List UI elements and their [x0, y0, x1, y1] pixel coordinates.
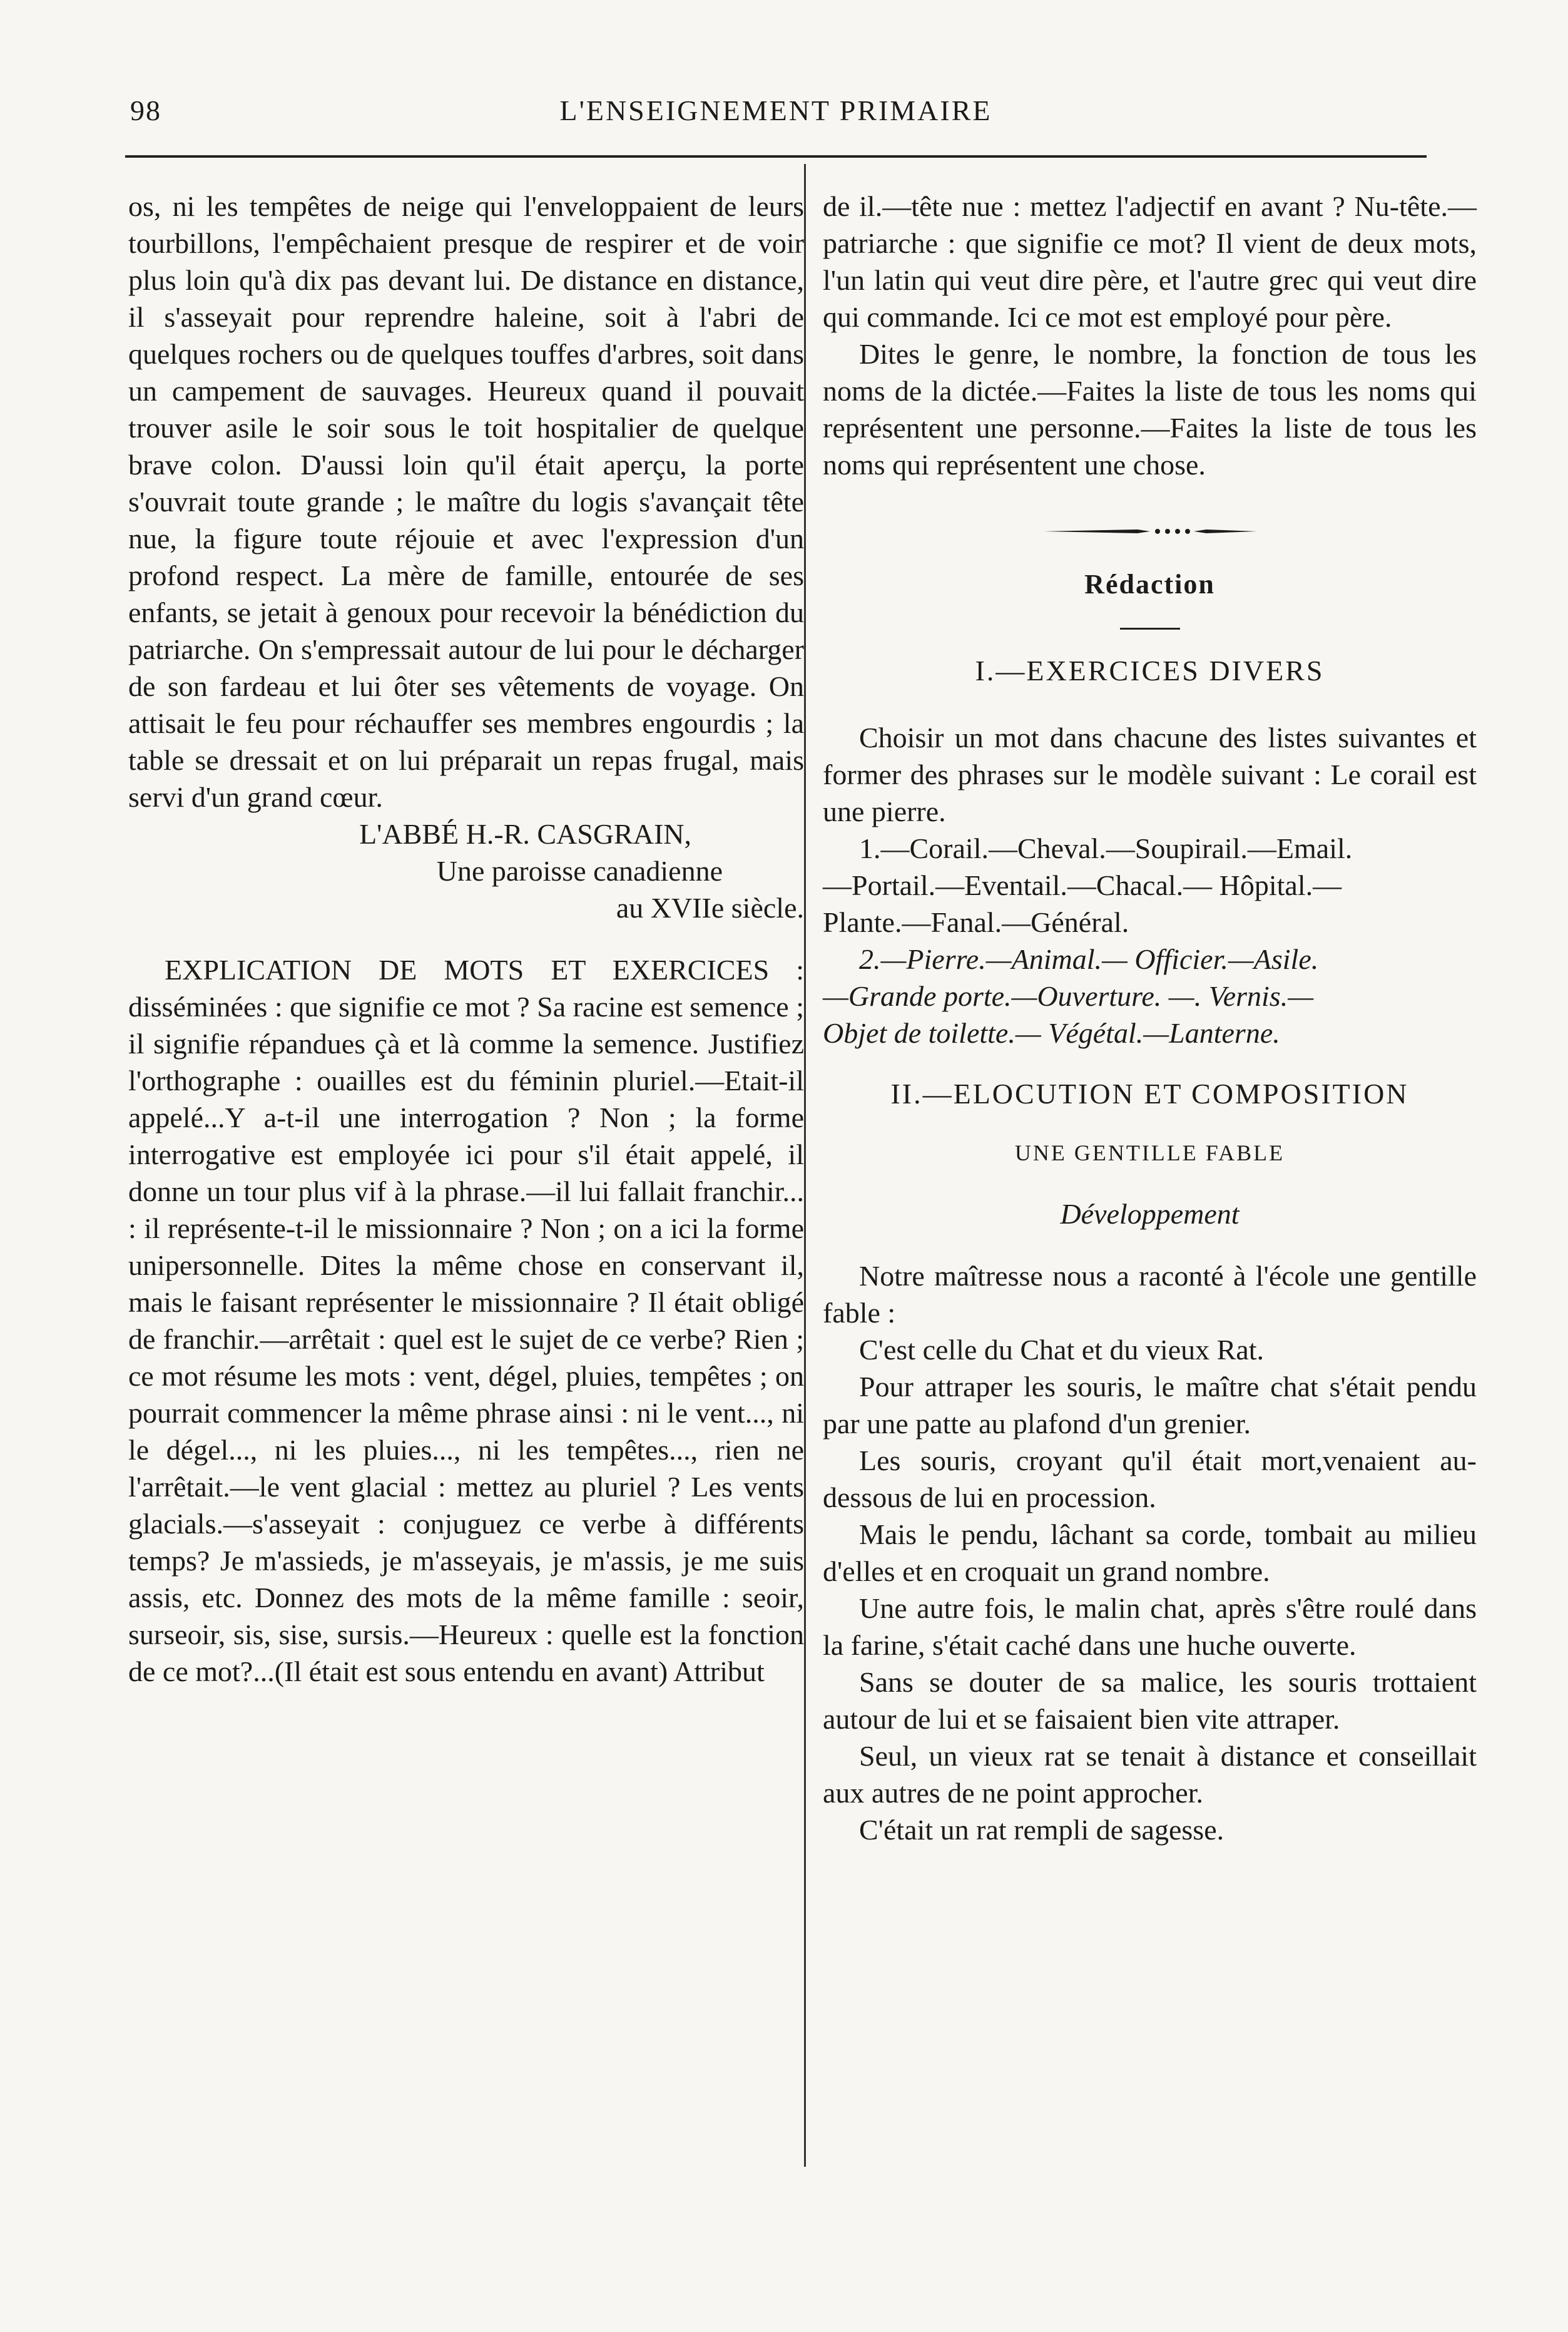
fable-paragraph: C'est celle du Chat et du vieux Rat. [859, 1334, 1265, 1366]
fable-paragraph: Seul, un vieux rat se tenait à distance et conseillait aux autres de ne point approcher. [823, 1740, 1477, 1809]
fable-heading: UNE GENTILLE FABLE [1014, 1140, 1285, 1165]
signature-block [128, 816, 804, 926]
short-rule [1120, 628, 1180, 630]
column-divider [804, 164, 806, 2167]
fable-paragraph: Sans se douter de sa malice, les souris trottaient autour de lui et se faisaient bien vite attraper. [823, 1666, 1477, 1735]
ornament-divider [1044, 527, 1256, 536]
fable-paragraph: Pour attraper les souris, le maître chat s'était pendu par une patte au plafond d'un grenier. [823, 1371, 1477, 1440]
section2-title: II.—ELOCUTION ET COMPOSITION [890, 1078, 1409, 1110]
list2-line: 2.—Pierre.—Animal.— Officier.—Asile. [859, 943, 1319, 975]
left-column [128, 188, 804, 1690]
continuation-paragraph: de il.—tête nue : mettez l'adjectif en avant ? Nu-tête.—patriarche : que signifie ce mot? Il vient de deux mots, l'un latin qui veut dire père, et l'autre grec qui veut dire qui commande. Ici ce mot est employé pour père. [823, 190, 1477, 333]
list2-line: —Grande porte.—Ouverture. —. Vernis.— [823, 980, 1314, 1012]
right-column [823, 188, 1477, 1848]
header-rule [125, 155, 1427, 158]
page-header [125, 89, 1427, 139]
exercise-paragraph: Dites le genre, le nombre, la fonction de tous les noms de la dictée.—Faites la liste de tous les noms qui représentent une personne.—Faites la liste de tous les noms qui représentent une chose. [823, 338, 1477, 481]
list1-line: —Portail.—Eventail.—Chacal.— Hôpital.— [823, 869, 1342, 901]
list1-line: Plante.—Fanal.—Général. [823, 906, 1129, 938]
signature-author: L'ABBÉ H.-R. CASGRAIN, [359, 818, 691, 850]
list1-line: 1.—Corail.—Cheval.—Soupirail.—Email. [859, 832, 1353, 864]
fable-paragraph: Les souris, croyant qu'il était mort,venaient au-dessous de lui en procession. [823, 1445, 1477, 1513]
fable-paragraph: Mais le pendu, lâchant sa corde, tombait au milieu d'elles et en croquait un grand nombre. [823, 1518, 1477, 1587]
signature-work-line2: au XVIIe siècle. [616, 892, 804, 924]
fable-text [823, 1257, 1477, 1848]
section1-title: I.—EXERCICES DIVERS [975, 655, 1325, 687]
running-head: L'ENSEIGNEMENT PRIMAIRE [559, 95, 992, 126]
redaction-title: Rédaction [1084, 569, 1215, 600]
list2-line: Objet de toilette.— Végétal.—Lanterne. [823, 1017, 1280, 1049]
page-number: 98 [130, 95, 161, 126]
fable-paragraph: Notre maîtresse nous a raconté à l'école une gentille fable : [823, 1260, 1477, 1329]
explication-paragraph: EXPLICATION DE MOTS ET EXERCICES : disséminées : que signifie ce mot ? Sa racine est semence ; il signifie répandues çà et là comme la semence. Justifiez l'orthographe : ouailles est du féminin pluriel.—Etait-il appelé...Y a-t-il une interrogation ? Non ; la forme interrogative est employée ici pour s'il était appelé, il donne un tour plus vif à la phrase.—il lui fallait franchir... : il représente-t-il le missionnaire ? Non ; on a ici la forme unipersonnelle. Dites la même chose en conservant il, mais le faisant représenter le missionnaire ? Il était obligé de franchir.—arrêtait : quel est le sujet de ce verbe? Rien ; ce mot résume les mots : vent, dégel, pluies, tempêtes ; on pourrait commencer la même phrase ainsi : ni le vent..., ni le dégel..., ni les pluies..., ni les tempêtes..., rien ne l'arrêtait.—le vent glacial : mettez au pluriel ? Les vents glacials.—s'asseyait : conjuguez ce verbe à différents temps? Je m'assieds, je m'asseyais, je m'assis, je me suis assis, etc. Donnez des mots de la même famille : seoir, surseoir, sis, sise, sursis.—Heureux : quelle est la fonction de ce mot?...(Il était est sous entendu en avant) Attribut [128, 954, 804, 1687]
signature-work-line1: Une paroisse canadienne [436, 855, 723, 887]
section1-intro: Choisir un mot dans chacune des listes suivantes et former des phrases sur le modèle suivant : Le corail est une pierre. [823, 722, 1477, 827]
fable-paragraph: Une autre fois, le malin chat, après s'être roulé dans la farine, s'était caché dans une huche ouverte. [823, 1592, 1477, 1661]
narrative-paragraph: os, ni les tempêtes de neige qui l'enveloppaient de leurs tourbillons, l'empêchaient presque de respirer et de voir plus loin qu'à dix pas devant lui. De distance en distance, il s'asseyait pour reprendre haleine, soit à l'abri de quelques rochers ou de quelques touffes d'arbres, soit dans un campement de sauvages. Heureux quand il pouvait trouver asile le soir sous le toit hospitalier de quelque brave colon. D'aussi loin qu'il était aperçu, la porte s'ouvrait toute grande ; le maître du logis s'avançait tête nue, la figure toute réjouie et avec l'expression d'un profond respect. La mère de famille, entourée de ses enfants, se jetait à genoux pour recevoir la bénédiction du patriarche. On s'empressait autour de lui pour le décharger de son fardeau et lui ôter ses vêtements de voyage. On attisait le feu pour réchauffer ses membres engourdis ; la table se dressait et on lui préparait un repas frugal, mais servi d'un grand cœur. [128, 190, 804, 813]
fable-subheading: Développement [1060, 1198, 1240, 1230]
fable-paragraph: C'était un rat rempli de sagesse. [859, 1814, 1224, 1846]
